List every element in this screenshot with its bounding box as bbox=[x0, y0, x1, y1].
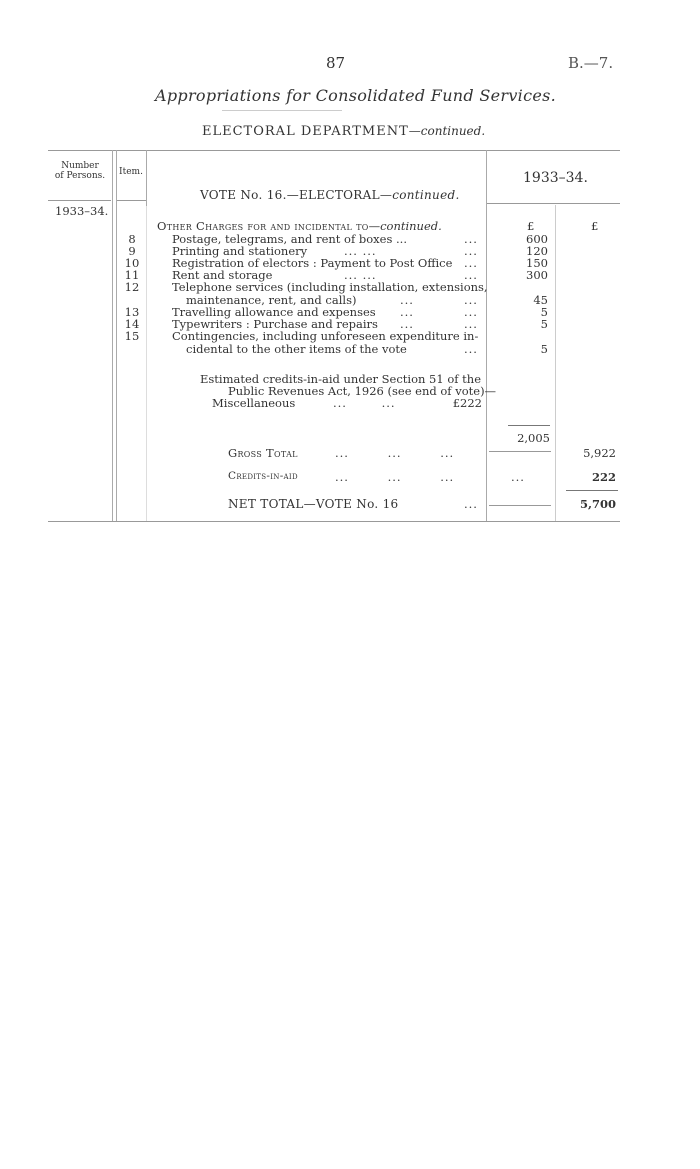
vote-heading-name: VOTE No. 16.—ELECTORAL bbox=[200, 188, 380, 202]
row-leader-dots: ... bbox=[464, 256, 478, 270]
row-description-continued: cidental to the other items of the vote bbox=[186, 342, 407, 356]
row-amount: 600 bbox=[526, 232, 548, 246]
row-leader-dots: ... bbox=[464, 232, 478, 246]
page-number: 87 bbox=[326, 54, 346, 72]
row-description: Registration of electors : Payment to Post Office bbox=[172, 256, 453, 270]
credits-in-aid-dots: ... ... ... bbox=[335, 470, 455, 484]
section-heading-suffix: —continued. bbox=[368, 219, 442, 233]
row-amount: 120 bbox=[526, 244, 548, 258]
title-rule bbox=[222, 110, 342, 111]
department-name: ELECTORAL DEPARTMENT bbox=[202, 124, 409, 139]
row-description: Rent and storage bbox=[172, 268, 273, 282]
gross-column-rule bbox=[489, 451, 551, 452]
currency-symbol-total: £ bbox=[591, 219, 599, 233]
row-mid-dots: ... bbox=[400, 317, 414, 331]
row-leader-dots: ... bbox=[464, 268, 478, 282]
row-description: Postage, telegrams, and rent of boxes ... bbox=[172, 232, 407, 246]
row-description: Contingencies, including unforeseen expenditure in- bbox=[172, 329, 479, 343]
row-description-continued: maintenance, rent, and calls) bbox=[186, 293, 357, 307]
credits-in-aid-column-dots: ... bbox=[511, 470, 525, 484]
row-item-number: 15 bbox=[124, 329, 140, 343]
amount-column-divider bbox=[555, 205, 556, 521]
persons-header-rule bbox=[48, 200, 111, 201]
row-item-number: 14 bbox=[124, 317, 140, 331]
table-top-rule bbox=[48, 150, 620, 151]
row-leader-dots: ... bbox=[464, 293, 478, 307]
row-amount: 5 bbox=[540, 305, 548, 319]
vote-heading bbox=[200, 188, 460, 202]
table-bottom-rule bbox=[48, 521, 620, 522]
page-title: Appropriations for Consolidated Fund Services. bbox=[155, 86, 557, 105]
net-column-rule bbox=[489, 505, 551, 506]
row-item-number: 9 bbox=[128, 244, 136, 258]
section-heading bbox=[157, 219, 442, 233]
credits-note-misc-label: Miscellaneous bbox=[212, 396, 296, 410]
row-description: Travelling allowance and expenses bbox=[172, 305, 376, 319]
row-item-number: 12 bbox=[124, 280, 140, 294]
row-leader-dots: ... bbox=[464, 244, 478, 258]
document-reference: B.—7. bbox=[568, 54, 614, 72]
subtotal-rule bbox=[508, 425, 550, 426]
gross-total-dots: ... ... ... bbox=[335, 446, 455, 460]
row-mid-dots: ... bbox=[400, 305, 414, 319]
credits-note-line-2: Public Revenues Act, 1926 (see end of vote)— bbox=[228, 384, 497, 398]
row-item-number: 13 bbox=[124, 305, 140, 319]
row-description: Printing and stationery bbox=[172, 244, 308, 258]
row-description: Typewriters : Purchase and repairs bbox=[172, 317, 378, 331]
row-mid-dots: ... ... bbox=[344, 244, 377, 258]
row-leader-dots: ... bbox=[464, 317, 478, 331]
gross-total-label: Gross Total bbox=[228, 446, 298, 460]
row-amount: 150 bbox=[526, 256, 548, 270]
credits-note-misc-dots: ... ... bbox=[333, 396, 396, 410]
currency-symbol-items: £ bbox=[527, 219, 535, 233]
department-suffix: —continued. bbox=[408, 124, 486, 138]
row-mid-dots: ... bbox=[400, 293, 414, 307]
year-column-header: 1933–34. bbox=[523, 170, 588, 186]
department-title bbox=[202, 124, 485, 139]
row-item-number: 10 bbox=[124, 256, 140, 270]
row-amount: 45 bbox=[533, 293, 548, 307]
persons-column-header bbox=[50, 161, 110, 181]
persons-year: 1933–34. bbox=[55, 204, 109, 218]
row-amount: 5 bbox=[540, 342, 548, 356]
persons-header-line-1: Number bbox=[61, 161, 99, 171]
credits-note-line-1: Estimated credits-in-aid under Section 51 of the bbox=[200, 372, 482, 386]
row-mid-dots: ... ... bbox=[344, 268, 377, 282]
row-leader-dots: ... bbox=[464, 342, 478, 356]
net-total-dots: ... bbox=[464, 497, 478, 511]
row-amount: 300 bbox=[526, 268, 548, 282]
persons-header-line-2: of Persons. bbox=[54, 171, 106, 181]
credits-in-aid-label: Credits-in-aid bbox=[228, 470, 298, 482]
vote-heading-suffix: —continued. bbox=[379, 188, 460, 202]
row-item-number: 8 bbox=[128, 232, 136, 246]
row-amount: 5 bbox=[540, 317, 548, 331]
persons-column-divider bbox=[112, 150, 113, 521]
item-header-rule bbox=[116, 200, 146, 201]
gross-total-amount: 5,922 bbox=[583, 446, 616, 460]
row-leader-dots: ... bbox=[464, 305, 478, 319]
net-total-label: NET TOTAL—VOTE No. 16 bbox=[228, 497, 399, 511]
item-column-header: Item. bbox=[119, 167, 143, 177]
credits-note-misc-amount: £222 bbox=[452, 396, 482, 410]
subtotal-amount: 2,005 bbox=[517, 431, 550, 445]
item-column-divider-top bbox=[146, 150, 147, 206]
year-header-rule bbox=[487, 203, 620, 204]
net-total-rule bbox=[566, 490, 618, 491]
row-item-number: 11 bbox=[124, 268, 140, 282]
row-description: Telephone services (including installation, extensions, bbox=[172, 280, 488, 294]
description-column-divider bbox=[486, 150, 487, 521]
section-heading-text: Other Charges for and incidental to bbox=[157, 219, 369, 233]
credits-in-aid-amount: 222 bbox=[591, 470, 616, 484]
net-total-amount: 5,700 bbox=[579, 497, 616, 511]
